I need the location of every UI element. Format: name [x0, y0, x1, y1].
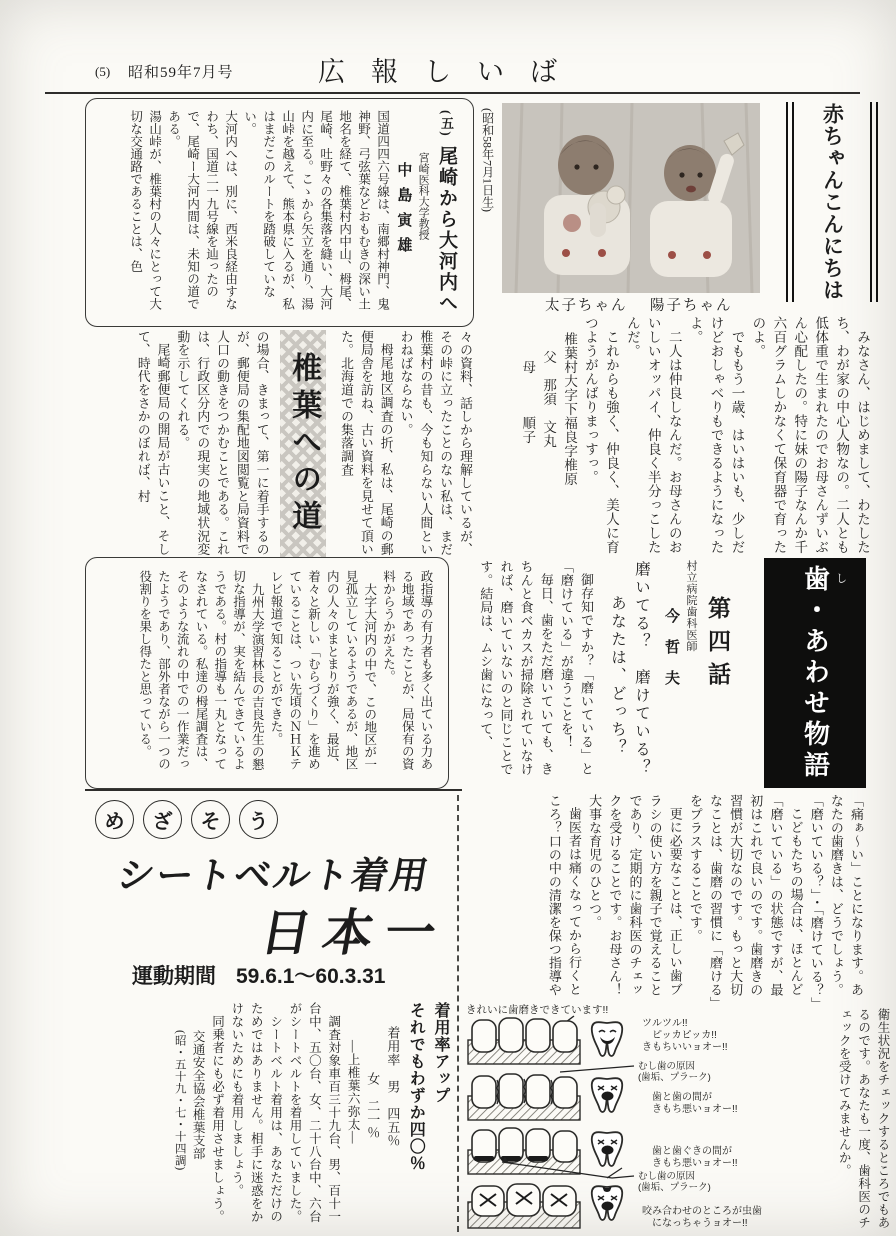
teeth-label: きもち悪いョオー!!: [652, 1158, 738, 1169]
series-part-label: (五): [439, 110, 454, 138]
dental-article-body-final: [824, 1008, 892, 1230]
column-divider-dotted: [457, 795, 459, 1232]
cause-label: (歯垢、プラーク): [638, 1072, 711, 1083]
gumline-plaque: [474, 1156, 548, 1161]
campaign-period-label: 運動期間: [132, 965, 216, 988]
paragraph: 同乗者にも必ず着用させましょう。: [210, 1014, 225, 1223]
dental-article-body-upper: [456, 560, 596, 788]
paragraph: 尾崎郵便局の開局が古いこと、そして、時代をさかのぼれば、村: [135, 330, 170, 556]
teeth-label: 咬み合わせのところが虫歯: [642, 1206, 762, 1217]
paragraph: 九州大学演習林長の吉良先生の懇切な指導が、実を結んできているようである。村の指導も一丸となってなされている。私達の栂尾調査は、そのような流れの中での一作業だったようであり、部外者ながら一つの役割りを果し得たと思っている。: [137, 570, 265, 770]
page-number: (5): [95, 64, 111, 79]
paragraph: 大河内へは、別に、西米良経由すなわち、国道二一九号線を辿ったので、尾崎ー大河内間は、未知の道である。: [166, 110, 238, 310]
teeth-diagram-illustration: [462, 1002, 820, 1232]
teeth-label: になっちゃうョオー!!: [652, 1218, 748, 1229]
photo-caption-right: 陽子ちゃん: [650, 298, 733, 314]
campaign-period: [132, 960, 385, 990]
wear-rate-female: 女 二一％: [365, 1072, 381, 1140]
teeth-label: きもちいいョオー!!: [642, 1042, 728, 1053]
paragraph: 栂尾地区調査の折、私は、尾崎の郵便局舎を訪ね、古い資料を見せて頂いた。北海道での集落調査: [339, 330, 393, 557]
teeth-label: 歯と歯ぐきの間が: [652, 1146, 732, 1157]
dental-episode-label: 第四話: [705, 596, 731, 695]
paragraph: 二人は仲良しなんだ。お母さんのおいしいオッパイ、仲良く半分っこしたんだ。: [624, 316, 682, 554]
dental-series-title-box: [764, 558, 866, 788]
association-credit: 交通安全協会椎葉支部: [191, 1030, 206, 1160]
dental-byline: [655, 560, 699, 786]
road-article-continuation-box: [85, 557, 449, 789]
road-article-title: 椎葉への道: [287, 351, 321, 537]
ozaki-article-byline: [392, 110, 432, 315]
wear-rate-male: 着用率 男 四五％: [385, 1026, 401, 1148]
slogan-char: ざ: [143, 800, 182, 839]
ozaki-article-title: (五)尾崎から大河内へ: [436, 110, 457, 314]
teeth-label: 歯と歯の間が: [652, 1092, 712, 1103]
ozaki-article-box: [85, 98, 474, 327]
seatbelt-headline-line1: 着用率アップ: [432, 1002, 449, 1104]
baby-photo-illustration: [502, 103, 760, 293]
teeth-row-plaque-gumline: [468, 1128, 622, 1174]
byline-author: 中島寅雄: [395, 162, 412, 262]
paragraph: 御存知ですか？「磨いている」と「磨けている」が違うことを！: [558, 560, 594, 776]
campaign-title-line1: シートベルト着用: [113, 856, 433, 897]
campaign-period-dates: 59.6.1〜60.3.31: [236, 965, 386, 988]
seatbelt-headline-line2: それでもわずか四〇％: [407, 1002, 425, 1172]
mother-name: 母 順子: [520, 360, 536, 444]
paragraph: 調査対象車百三十九台、男、百十一台中、五〇台、女、二十八台中、六台がシートベルトを着用していました。: [288, 1002, 341, 1223]
tooth-mascot-sad-icon: [592, 1132, 622, 1166]
teeth-label: ピッカピッカ!!: [652, 1030, 717, 1041]
paragraph: 毎日、歯をただ磨いていても、きちんと食べカスが掃除されていなければ、磨いていないのと同じことです。結局は、ムシ歯になって、: [478, 560, 554, 776]
road-article-title-band: [280, 330, 327, 558]
paragraph: の場合、きまって、第一に着手するのが、郵便局の集配地図閲覧と局資料で人口の動きをつかむことである。これは、行政区分内での現実の地域状況変動を示してくれる。: [175, 330, 269, 557]
teeth-row-clean: [468, 1018, 622, 1064]
ozaki-article-body: [86, 99, 473, 326]
road-article-section: [86, 330, 474, 558]
header-rule: [45, 92, 860, 94]
slogan-char: め: [95, 800, 134, 839]
dental-series-title: 歯・あわせ物語: [800, 564, 830, 782]
baby-corner-banner: [786, 102, 878, 302]
section-divider-rule: [85, 789, 462, 791]
photo-caption-left: 太子ちゃん: [545, 298, 628, 314]
paragraph: みなさん、はじめまして、わたしたち、わが家の中心人物なの。二人とも低体重で生まれたのでお母さんずいぶん心配したの。特に妹の陽子なんか千六百グラムしかなくて保育器で育ったのよ。: [750, 316, 870, 554]
paragraph: 歯医者は痛くなってから行くところ？口の中の清潔を保つ指導や: [546, 794, 583, 997]
teeth-row-cavity-molars: [468, 1168, 622, 1228]
slogan-char: う: [239, 800, 278, 839]
paragraph: 政指導の有力者も多く出ている力ある地域であったことが、局保有の資料からうかがえた。: [381, 570, 433, 770]
teeth-diagram: [462, 1002, 820, 1232]
slogan-char: そ: [191, 800, 230, 839]
teeth-row-plaque-between: [468, 1074, 622, 1120]
paragraph: 大字大河内の中で、この地区が一見孤立しているようであるが、地区内の人々のまとまりが強く、最近、着々と新しい「むらづくり」を進めていることは、つい先頃のＮＨＫテレビ報道で知ることができた。: [269, 570, 377, 770]
baby-photo: [502, 103, 760, 293]
byline-affiliation: 宮崎医科大学教授: [417, 152, 430, 240]
teeth-label: ツルツル!!: [642, 1018, 688, 1029]
issue-date: 昭和59年7月号: [128, 65, 234, 81]
seatbelt-article: [92, 1002, 452, 1232]
paragraph: 々の資料、話しから理解しているが、その峠に立ったことのない私は、まだ椎葉村の昔も、今も知らない人間といわねばならない。: [398, 330, 472, 557]
dental-headline-line2: あなたは、どっち？: [608, 595, 626, 757]
road-article-continuation: [86, 558, 448, 788]
family-address: 椎葉村大字下福良字椎原: [562, 332, 578, 486]
byline-affiliation: 村立病院歯科医師: [685, 560, 697, 652]
paragraph: 「痛ぁ〜い」ことになります。あなたの歯磨きは、どうでしょう。「磨いている？」・「磨けている？」: [808, 794, 864, 1011]
tooth-mascot-sad-icon: [592, 1078, 622, 1112]
paragraph: これからも強く、仲良く、美人に育つようがんばりまっすっ。: [583, 316, 619, 554]
campaign-title-line2: 日本一: [256, 905, 453, 961]
teeth-label: きもち悪いョオー!!: [652, 1104, 738, 1115]
photo-birthdate-caption: (昭和58年7月1日生): [480, 108, 495, 212]
tooth-mascot-happy-icon: [592, 1022, 622, 1056]
paragraph: 湯山峠が、椎葉村の人々にとって大切な交通路であることは、色: [128, 110, 162, 310]
paragraph: こどもたちの場合は、ほとんど「磨いている」の状態ですが、最初はこれで良いのです。歯磨きの習慣が大切なのです。もっと大切なことは、歯磨の習慣に「磨ける」をプラスすることです。: [687, 794, 804, 1004]
slogan-circles: [95, 800, 278, 839]
baby-intro-text: [486, 316, 872, 556]
father-name: 父 那須 文丸: [541, 350, 557, 448]
baby-banner-title: 赤ちゃんこんにちは: [820, 103, 844, 301]
survey-date-credit: (昭・五十九・七・十四調): [173, 1030, 186, 1171]
paragraph: シートベルト着用は、あなただけのためではありません。相手に迷惑をかけないためにも着用しましょう。: [229, 1002, 283, 1223]
tooth-mascot-cavity-icon: [592, 1186, 622, 1220]
cause-label: むし歯の原因: [638, 1171, 696, 1182]
dental-title-furigana: し: [836, 573, 847, 585]
cause-label: むし歯の原因: [638, 1061, 696, 1072]
paragraph: 国道四四六号線は、南郷村神門、鬼神野、弓弦葉などおもむきの深い土地名を経て、椎葉村内中山、栂尾、尾崎、吐野々の各集落を縫い、大河内に至る。こゝから矢立を通り、湯山峠を越えて、熊本県に入るが、私はまだこのルートを踏破していない。: [242, 110, 390, 310]
paragraph: でももう一歳、はいはいも、少しだけどおしゃべりもできるようになったよ。: [687, 316, 745, 554]
byline-author: 今哲夫: [662, 608, 679, 701]
reporter-credit: ―上椎葉六弥太―: [346, 1040, 361, 1144]
cause-label: (歯垢、プラーク): [638, 1182, 711, 1193]
dental-headline-line1: 磨いてる？ 磨けている？: [633, 561, 650, 777]
dental-headline: [599, 561, 653, 787]
paragraph: 衛生状況をチェックするところでもあるのです。あなたも一度、歯科医のチェックを受けてみませんか。: [837, 1008, 890, 1229]
teeth-caption-top: きれいに歯磨きできています!!: [466, 1004, 609, 1016]
paragraph: 更に必要なことは、正しい歯ブラシの使い方を親子で覚えることであり、定期的に歯科医のチェックを受けることです。お母さん！大事な育児のひとつ。: [587, 794, 683, 997]
masthead-title: 広報しいば: [318, 57, 583, 87]
baby-corner-banner-inner: [792, 102, 872, 302]
